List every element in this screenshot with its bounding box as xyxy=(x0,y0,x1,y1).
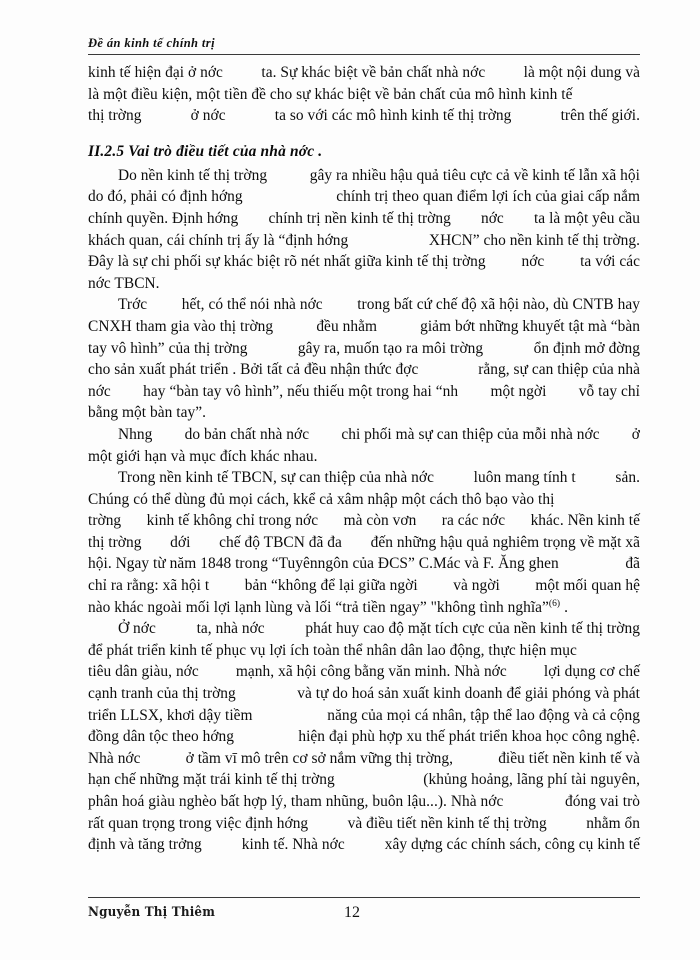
text-run: đã xyxy=(625,555,640,573)
text-run: ổn định mở đờng xyxy=(533,339,640,357)
text-run: ta, nhà nớc xyxy=(196,620,265,638)
text-line xyxy=(88,661,640,683)
text-run: cho sản xuất phát triển . Bởi tất cả đều nhận thức đợc xyxy=(88,361,419,379)
text-run: kinh tế. Nhà nớc xyxy=(241,836,345,854)
text-run: đến những hậu quả nghiêm trọng về mặt xã xyxy=(370,533,640,551)
text-run: năng của mọi cá nhân, tập thể lao động và cả cộng xyxy=(327,706,640,724)
text-run: triển LLSX, khơi dậy tiềm xyxy=(88,706,253,724)
text-line xyxy=(88,84,640,106)
text-line xyxy=(88,510,640,532)
text-run: Trong nền kinh tế TBCN, sự can thiệp của nhà nớc xyxy=(118,469,434,487)
text-run: hạn chế những mặt trái kinh tế thị trờng xyxy=(88,771,335,789)
text-run: phân hoá giàu nghèo bất hợp lý, tham nhũng, buôn lậu...). Nhà nớc xyxy=(88,793,504,810)
text-run: luôn mang tính t xyxy=(473,469,576,487)
text-run: bằng một bàn tay”. xyxy=(88,404,207,422)
text-run: trên thế giới. xyxy=(560,107,640,125)
text-line xyxy=(88,683,640,705)
text-run: một giới hạn và mục đích khác nhau. xyxy=(88,447,318,465)
text-run: ở tầm vī mô trên cơ sở nắm vững thị trờng, xyxy=(185,749,454,767)
text-run: trong bất cứ chế độ xã hội nào, dù CNTB hay xyxy=(357,296,640,314)
paragraph-spacer xyxy=(88,134,640,141)
text-run: dới xyxy=(170,533,191,551)
text-run: ở xyxy=(631,425,640,443)
text-line xyxy=(88,705,640,727)
text-run: . xyxy=(564,598,568,616)
text-run: chế độ TBCN đã đa xyxy=(219,533,342,551)
text-run: thị trờng xyxy=(88,107,142,125)
footnote-reference: (6) xyxy=(548,598,561,609)
paragraph-spacer xyxy=(88,127,640,134)
text-line xyxy=(88,618,640,640)
text-run: phát huy cao độ mặt tích cực của nền kinh tế thị trờng xyxy=(305,620,640,638)
header-title: Đề án kinh tế chính trị xyxy=(88,36,215,50)
text-run: là một điều kiện, một tiền đề cho sự khác biệt về bản chất của mô hình kinh tế xyxy=(88,85,573,103)
page-footer xyxy=(88,897,640,927)
text-run: Nhng xyxy=(118,425,153,443)
footer-divider xyxy=(88,897,640,898)
text-run: là một nội dung và xyxy=(523,64,640,81)
text-run: nớc xyxy=(521,253,545,271)
text-line xyxy=(88,597,640,619)
text-run: ta là một yêu cầu xyxy=(533,209,640,227)
text-run: giảm bớt những khuyết tật mà “bàn xyxy=(420,317,640,335)
text-line xyxy=(88,230,640,252)
text-run: định và tăng trởng xyxy=(88,836,202,854)
text-run: hiện đại phù hợp xu thế phát triển khoa học công nghệ. xyxy=(298,728,640,746)
text-run: XHCN” cho nền kinh tế thị trờng. xyxy=(428,231,640,249)
text-run: rất quan trọng trong việc định hớng xyxy=(88,814,309,832)
text-line xyxy=(88,424,640,446)
text-run: Chúng có thể dùng đủ mọi cách, kkể cả xâm nhập một cách thô bạo vào thị xyxy=(88,490,555,508)
text-line xyxy=(88,251,640,273)
text-run: bản “không để lại giữa ngời xyxy=(244,577,418,595)
text-line xyxy=(88,359,640,381)
text-run: nớc TBCN. xyxy=(88,274,160,292)
text-run: nhằm ổn xyxy=(586,814,640,832)
text-run: tiêu dân giàu, nớc xyxy=(88,663,199,681)
text-run: kinh tế hiện đại ở nớc xyxy=(88,64,223,81)
text-run: lợi dụng cơ chế xyxy=(543,663,640,681)
text-line xyxy=(88,316,640,338)
text-run: hay “bàn tay vô hình”, nếu thiếu một trong hai “nh xyxy=(143,382,459,400)
text-line xyxy=(88,338,640,360)
text-line xyxy=(88,186,640,208)
text-line xyxy=(88,791,640,813)
text-line xyxy=(88,208,640,230)
text-line xyxy=(88,769,640,791)
text-line xyxy=(88,748,640,770)
text-run: đều nhằm xyxy=(316,317,377,335)
text-line xyxy=(88,165,640,187)
text-run: một ngời xyxy=(490,382,547,400)
text-run: thị trờng xyxy=(88,533,142,551)
text-run: mà còn vơn xyxy=(343,512,417,530)
text-line xyxy=(88,467,640,489)
page-header xyxy=(88,36,640,55)
text-run: Ở nớc xyxy=(118,620,156,638)
header-divider xyxy=(88,54,640,55)
text-run: ta. Sự khác biệt về bản chất nhà nớc xyxy=(261,64,486,81)
text-line xyxy=(88,726,640,748)
page-body xyxy=(88,62,640,856)
text-line xyxy=(88,813,640,835)
footer-row xyxy=(88,905,640,927)
text-run: chỉ ra rằng: xã hội t xyxy=(88,577,210,595)
text-run: do đó, phải có định hớng xyxy=(88,188,243,206)
text-run: Đây là sự chi phối sự khác biệt rõ nét nhất giữa kinh tế thị trờng xyxy=(88,253,486,271)
text-run: sản. xyxy=(615,469,640,487)
text-run: đóng vai trò xyxy=(565,793,640,810)
text-run: chính trị theo quan điểm lợi ích của giai cấp nắm xyxy=(336,188,640,206)
text-line xyxy=(88,105,640,127)
text-run: điều tiết nền kinh tế và xyxy=(498,749,640,767)
text-run: (khủng hoảng, lãng phí tài nguyên, xyxy=(423,771,640,789)
text-run: hội. Ngay từ năm 1848 trong “Tuyênngôn của ĐCS” C.Mác và F. Ăng ghen xyxy=(88,555,559,573)
text-run: chi phối mà sự can thiệp của mỗi nhà nớc xyxy=(341,425,600,443)
text-line xyxy=(88,640,640,662)
text-run: trờng xyxy=(88,512,122,530)
text-line xyxy=(88,575,640,597)
text-line xyxy=(88,489,640,511)
text-run: một mối quan hệ xyxy=(535,577,640,595)
text-line xyxy=(88,402,640,424)
text-line xyxy=(88,381,640,403)
text-run: chính trị nền kinh tế thị trờng xyxy=(268,209,451,227)
text-run: xây dựng các chính sách, công cụ kinh tế xyxy=(384,836,640,854)
text-run: khác. Nền kinh tế xyxy=(530,512,640,530)
text-run: đồng dân tộc theo hớng xyxy=(88,728,235,746)
section-heading: II.2.5 Vai trò điều tiết của nhà nớc . xyxy=(88,142,323,160)
text-run: ta với các xyxy=(580,253,640,271)
text-run: nớc xyxy=(88,382,111,400)
text-run: và điều tiết nền kinh tế thị trờng xyxy=(347,814,547,832)
text-line xyxy=(88,273,640,295)
text-run: nào khác ngoài mối lợi lạnh lùng và lối “trả tiền ngay” "không tình nghĩa” xyxy=(88,598,549,616)
text-run: ta so với các mô hình kinh tế thị trờng xyxy=(274,107,512,125)
text-run: rằng, sự can thiệp của nhà xyxy=(478,361,640,379)
text-run: kinh tế không chỉ trong nớc xyxy=(146,512,319,530)
text-run: để phát triển kinh tế phục vụ lợi ích toàn thể nhân dân lao động, thực hiện mục xyxy=(88,641,577,659)
text-run: gây ra nhiều hậu quả tiêu cực cả về kinh tế lẫn xã hội xyxy=(309,166,640,184)
text-run: Nhà nớc xyxy=(88,749,141,767)
text-line xyxy=(88,446,640,468)
text-line xyxy=(88,294,640,316)
text-run: Do nền kinh tế thị trờng xyxy=(118,166,268,184)
text-run: chính quyền. Định hớng xyxy=(88,209,239,227)
text-run: gây ra, muốn tạo ra môi trờng xyxy=(297,339,484,357)
text-run: Trớc xyxy=(118,296,148,314)
text-run: ở nớc xyxy=(190,107,226,125)
text-run: hết, có thể nói nhà nớc xyxy=(181,296,323,314)
text-run: khách quan, cái chính trị ấy là “định hớng xyxy=(88,231,349,249)
text-line xyxy=(88,62,640,84)
footer-author: Nguyễn Thị Thiêm xyxy=(88,905,216,920)
text-run: nớc xyxy=(481,209,504,227)
text-run: CNXH tham gia vào thị trờng xyxy=(88,317,274,335)
text-line xyxy=(88,532,640,554)
page-number: 12 xyxy=(344,904,360,921)
text-line xyxy=(88,834,640,856)
text-run: mạnh, xã hội công bằng văn minh. Nhà nớc xyxy=(235,663,507,681)
text-run: tay vô hình” của thị trờng xyxy=(88,339,248,357)
text-run: ra các nớc xyxy=(441,512,506,530)
text-run: và ngời xyxy=(453,577,500,595)
text-run: do bản chất nhà nớc xyxy=(184,425,310,443)
text-run: và tự do hoá sản xuất kinh doanh để giải phóng và phát xyxy=(297,685,640,703)
text-line xyxy=(88,553,640,575)
text-run: cạnh tranh của thị trờng xyxy=(88,685,236,703)
text-run: vỗ tay chỉ xyxy=(578,382,640,400)
